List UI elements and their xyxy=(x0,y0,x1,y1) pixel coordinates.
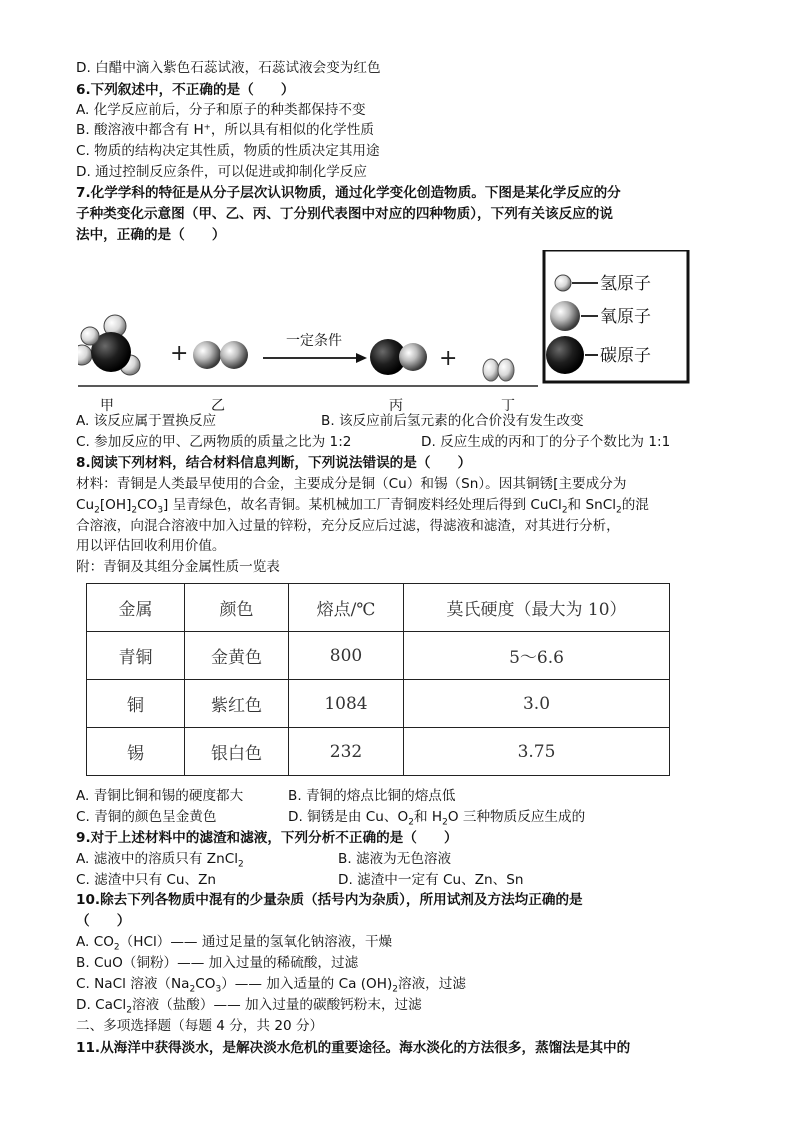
table-cell: 铜 xyxy=(87,680,185,728)
label-yi: 乙 xyxy=(211,398,225,412)
plus-sign-1: + xyxy=(170,341,189,366)
q11-stem: 11.从海洋中获得淡水，是解决淡水危机的重要途径。海水淡化的方法很多，蒸馏法是其中的 xyxy=(76,1040,631,1056)
table-row xyxy=(87,632,670,680)
table-row xyxy=(87,728,670,776)
molecule-yi xyxy=(193,341,248,369)
q9-stem: 9.对于上述材料中的滤渣和滤液，下列分析不正确的是（ ） xyxy=(76,830,458,846)
table-cell: 银白色 xyxy=(185,728,289,776)
section-2-heading: 二、多项选择题（每题 4 分，共 20 分） xyxy=(76,1018,324,1034)
q5-option-d: D. 白醋中滴入紫色石蕊试液，石蕊试液会变为红色 xyxy=(76,60,381,76)
material-line2: $Cu_2[OH]_2CO_3$] 呈青绿色，故名青铜。某机械加工厂青铜废料经处理后得到 CuCl$_2$和 SnCl$_2$的混 xyxy=(76,497,649,516)
q9-option-b: B. 滤液为无色溶液 xyxy=(338,851,452,867)
q8-option-a: A. 青铜比铜和锡的硬度都大 xyxy=(76,788,244,804)
table-cell: 3.75 xyxy=(404,728,670,776)
table-header: 金属 xyxy=(87,584,185,632)
table-header-row xyxy=(87,584,670,632)
q8-stem: 8.阅读下列材料，结合材料信息判断，下列说法错误的是（ ） xyxy=(76,455,472,471)
table-cell: 1084 xyxy=(289,680,404,728)
bronze-properties-table xyxy=(86,583,670,776)
legend-carbon: 碳原子 xyxy=(600,346,651,366)
legend-hydrogen: 氢原子 xyxy=(600,274,651,294)
table-cell: 3.0 xyxy=(404,680,670,728)
material-line3: 合溶液，向混合溶液中加入过量的锌粉，充分反应后过滤，得滤液和滤渣，对其进行分析， xyxy=(76,518,620,534)
atom-legend xyxy=(544,250,688,382)
q7-option-a: A. 该反应属于置换反应 xyxy=(76,413,217,429)
q6-option-a: A. 化学反应前后，分子和原子的种类都保持不变 xyxy=(76,102,366,118)
q10-stem-line1: 10.除去下列各物质中混有的少量杂质（括号内为杂质），所用试剂及方法均正确的是 xyxy=(76,892,583,908)
q6-option-d: D. 通过控制反应条件，可以促进或抑制化学反应 xyxy=(76,164,367,180)
q8-option-ab xyxy=(76,785,456,807)
table-cell: 锡 xyxy=(87,728,185,776)
plus-sign-2: + xyxy=(439,346,458,371)
molecule-ding xyxy=(483,359,514,381)
reaction-condition: 一定条件 xyxy=(286,333,342,349)
q9-option-c: C. 滤渣中只有 Cu、Zn xyxy=(76,872,217,888)
q7-option-b: B. 该反应前后氢元素的化合价没有发生改变 xyxy=(321,413,584,429)
q6-option-b: B. 酸溶液中都含有 H⁺，所以具有相似的化学性质 xyxy=(76,122,374,138)
q10-option-b: B. CuO（铜粉）—— 加入过量的稀硫酸，过滤 xyxy=(76,955,359,971)
hydrogen-atom-icon xyxy=(555,275,571,291)
q6-stem: 6.下列叙述中，不正确的是（ ） xyxy=(76,82,295,98)
table-cell: 紫红色 xyxy=(185,680,289,728)
q8-option-cd xyxy=(76,806,586,828)
label-bing: 丙 xyxy=(389,398,403,412)
q10-option-a: A. $CO_2(HCl)——$ 通过足量的氢氧化钠溶液，干燥 xyxy=(76,934,393,953)
table-cell: 800 xyxy=(289,632,404,680)
q7-option-c: C. 参加反应的甲、乙两物质的质量之比为 1:2 xyxy=(76,434,352,450)
table-cell: 232 xyxy=(289,728,404,776)
q10-option-c: C. NaCl 溶液$(Na_2CO_3)——$ 加入适量的 Ca $(OH)_2$溶液，过滤 xyxy=(76,976,466,995)
material-line4: 用以评估回收利用价值。 xyxy=(76,538,226,554)
table-header: 莫氏硬度（最大为 10） xyxy=(404,584,670,632)
material-line1: 材料：青铜是人类最早使用的合金，主要成分是铜（Cu）和锡（Sn）。因其铜锈[主要成分为 xyxy=(76,476,627,492)
q8-option-b: B. 青铜的熔点比铜的熔点低 xyxy=(288,788,456,804)
q7-option-cd xyxy=(76,431,671,453)
carbon-atom-icon xyxy=(546,336,584,374)
arrow-head-icon xyxy=(356,353,367,363)
q7-stem-line3: 法中，正确的是（ ） xyxy=(76,227,226,243)
label-jia: 甲 xyxy=(100,398,114,412)
molecule-bing xyxy=(370,339,427,375)
table-cell: 金黄色 xyxy=(185,632,289,680)
label-ding: 丁 xyxy=(501,398,515,412)
q8-option-d: D. 铜锈是由 Cu、$O_2$和 $H_2O$ 三种物质反应生成的 xyxy=(288,809,586,828)
q9-option-d: D. 滤渣中一定有 Cu、Zn、Sn xyxy=(338,872,524,888)
q7-option-d: D. 反应生成的丙和丁的分子个数比为 1:1 xyxy=(421,434,671,450)
q7-stem-line2: 子种类变化示意图（甲、乙、丙、丁分别代表图中对应的四种物质），下列有关该反应的说 xyxy=(76,206,613,222)
q6-option-c: C. 物质的结构决定其性质，物质的性质决定其用途 xyxy=(76,143,380,159)
appendix-title: 附：青铜及其组分金属性质一览表 xyxy=(76,559,280,575)
legend-oxygen: 氧原子 xyxy=(600,307,651,327)
oxygen-atom-icon xyxy=(550,301,580,331)
q9-option-a: A. 滤液中的溶质只有 ZnCl$_2$ xyxy=(76,851,244,870)
table-header: 颜色 xyxy=(185,584,289,632)
q10-stem-line2: （ ） xyxy=(76,913,131,929)
reaction-diagram xyxy=(78,250,690,412)
q9-option-ab xyxy=(76,848,452,870)
table-cell: 青铜 xyxy=(87,632,185,680)
q9-option-cd xyxy=(76,869,524,891)
table-cell: 5～6.6 xyxy=(404,632,670,680)
q7-option-ab xyxy=(76,410,584,432)
table-row xyxy=(87,680,670,728)
table-header: 熔点/℃ xyxy=(289,584,404,632)
molecule-jia xyxy=(78,315,140,375)
q10-option-d: D. CaCl$_2$溶液（盐酸）—— 加入过量的碳酸钙粉末，过滤 xyxy=(76,997,422,1016)
q7-stem-line1: 7.化学学科的特征是从分子层次认识物质，通过化学变化创造物质。下图是某化学反应的分 xyxy=(76,185,621,201)
q8-option-c: C. 青铜的颜色呈金黄色 xyxy=(76,809,217,825)
